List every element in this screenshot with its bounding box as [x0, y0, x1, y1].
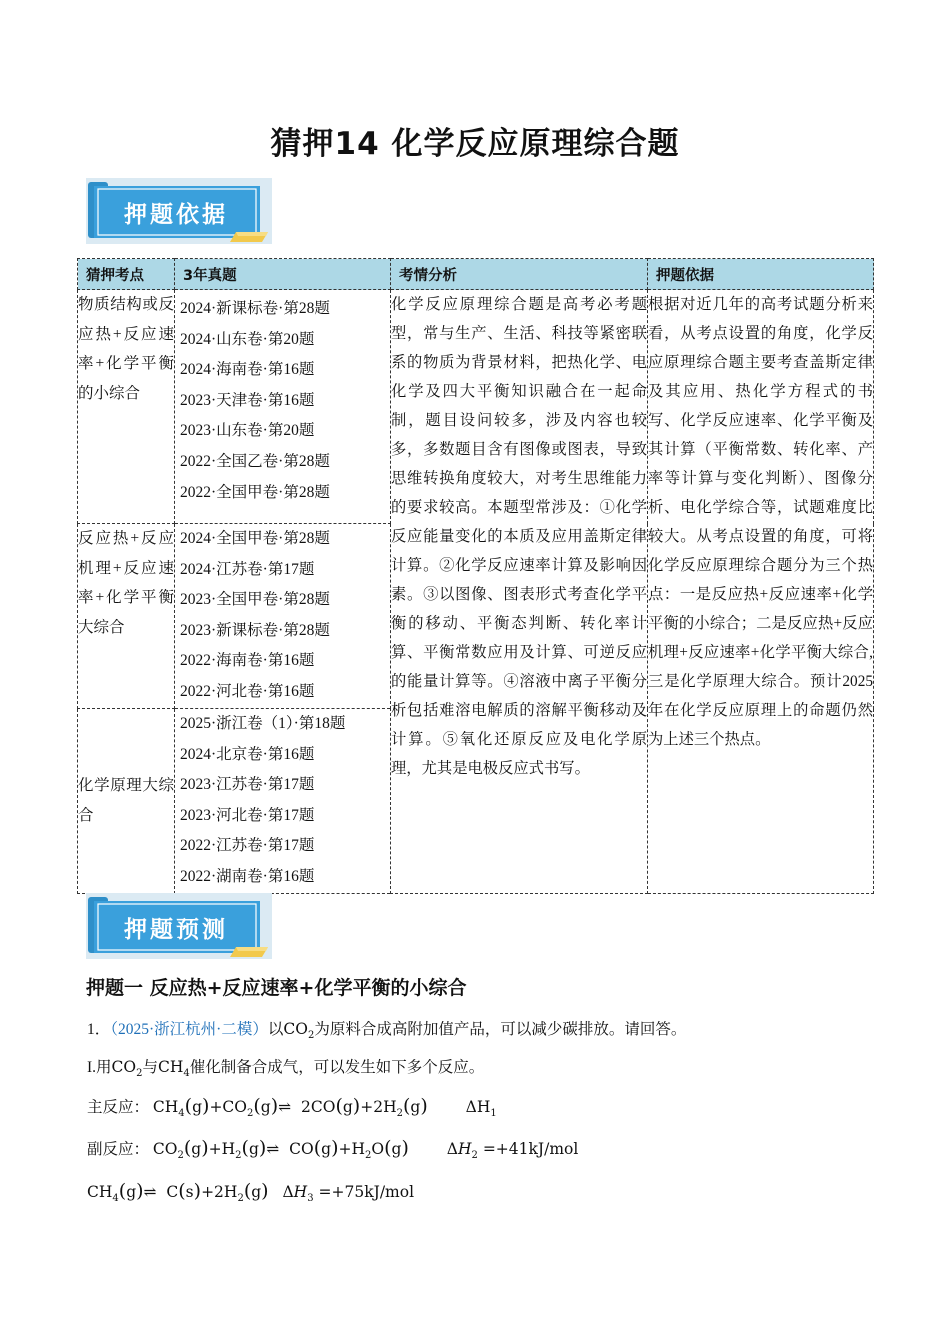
year-item: 2023·江苏卷·第17题: [180, 776, 315, 794]
year-item: 2022·海南卷·第16题: [180, 652, 315, 670]
side-reaction-equation: $CO_2(g)+H_2(g)\rightleftharpoons$ $CO(g)+H_2O(g)$: [152, 1137, 409, 1162]
header-years: 3年真题: [175, 259, 391, 290]
side-reaction-label: 副反应：: [87, 1141, 150, 1158]
year-item: 2025·浙江卷（1）·第18题: [180, 715, 346, 732]
formula-ch4: CH: [158, 1058, 184, 1076]
third-reaction: [87, 1180, 414, 1204]
topic-cell: 物质结构或反应热+反应速率+化学平衡的小综合: [78, 290, 175, 524]
year-item: 2023·全国甲卷·第28题: [180, 591, 330, 609]
topic-cell: 化学原理大综合: [78, 709, 175, 894]
delta-h2: $\Delta H_2 =+41kJ/mol$: [446, 1140, 579, 1162]
year-item: 2023·天津卷·第16题: [180, 391, 315, 409]
year-item: 2022·湖南卷·第16题: [180, 867, 315, 885]
year-item: 2022·全国乙卷·第28题: [180, 452, 330, 470]
question-number: 1．: [87, 1021, 111, 1038]
year-item: 2022·河北卷·第16题: [180, 682, 315, 700]
delta-h3: $\Delta H_3 =+75kJ/mol$: [282, 1183, 415, 1205]
table-row: [78, 290, 874, 524]
main-reaction-label: 主反应：: [87, 1099, 150, 1116]
question-text: 以: [267, 1021, 284, 1038]
line-text: I.用: [87, 1059, 112, 1076]
question-source: （2025·浙江杭州·二模）: [110, 1021, 268, 1038]
header-basis: 押题依据: [648, 259, 874, 290]
year-item: 2023·河北卷·第17题: [180, 806, 315, 824]
formula-co2: CO: [283, 1020, 308, 1038]
year-item: 2023·新课标卷·第28题: [180, 621, 330, 639]
year-item: 2024·海南卷·第16题: [180, 361, 315, 379]
main-reaction-equation: $CH_4(g)+CO_2(g)\rightleftharpoons$ $2CO(g)+2H_2(g)$: [152, 1095, 428, 1120]
table-header-row: [78, 259, 874, 290]
years-cell: [175, 524, 391, 709]
question-1: 1．（2025·浙江杭州·二模）以$CO_2$为原料合成高附加值产品，可以减少碳排放。请回答。: [87, 1020, 687, 1042]
line-text: 催化制备合成气，可以发生如下多个反应。: [189, 1059, 485, 1076]
basis-cell: 根据对近几年的高考试题分析来看，从考点设置的角度，化学反应原理综合题主要考查盖斯定律及其应用、热化学方程式的书写、化学反应速率、化学平衡及其计算（平衡常数、转化率、产率等计算与变化判断）、图像分析、电化学综合等，试题难度比较大。从考点设置的角度，可将化学反应原理综合题分为三个热点：一是反应热+反应速率+化学平衡的小综合；二是反应热+反应机理+反应速率+化学平衡大综合,三是化学原理大综合。预计2025年在化学反应原理上的命题仍然为上述三个热点。: [648, 290, 874, 894]
year-item: 2024·全国甲卷·第28题: [180, 530, 330, 547]
banner-label: 押题依据: [124, 201, 228, 228]
side-reaction: [87, 1137, 578, 1161]
header-analysis: 考情分析: [391, 259, 648, 290]
exam-analysis-table: [77, 258, 874, 894]
delta-h1: $\Delta H_1$: [465, 1098, 497, 1120]
main-reaction: [87, 1095, 497, 1119]
year-item: 2022·江苏卷·第17题: [180, 837, 315, 855]
year-item: 2024·北京卷·第16题: [180, 745, 315, 763]
year-item: 2024·江苏卷·第17题: [180, 560, 315, 578]
years-cell: [175, 709, 391, 894]
page-title: 猜押14 化学反应原理综合题: [270, 126, 680, 162]
question-line-2: I.用$CO_2$与$CH_4$催化制备合成气，可以发生如下多个反应。: [87, 1058, 485, 1080]
years-cell: [175, 290, 391, 524]
question-text: 为原料合成高附加值产品，可以减少碳排放。请回答。: [314, 1021, 687, 1038]
section-banner-basis: [86, 178, 272, 244]
formula-co2: CO: [111, 1058, 137, 1076]
header-topic: 猜押考点: [78, 259, 175, 290]
topic-cell: 反应热+反应机理+反应速率+化学平衡大综合: [78, 524, 175, 709]
year-item: 2022·全国甲卷·第28题: [180, 483, 330, 501]
section-heading: 押题一 反应热+反应速率+化学平衡的小综合: [86, 977, 467, 999]
line-text: 与: [142, 1059, 159, 1076]
year-item: 2024·山东卷·第20题: [180, 330, 315, 348]
section-banner-prediction: [86, 893, 272, 959]
year-item: 2023·山东卷·第20题: [180, 422, 315, 440]
banner-label: 押题预测: [124, 916, 228, 943]
year-item: 2024·新课标卷·第28题: [180, 300, 330, 317]
analysis-cell: 化学反应原理综合题是高考必考题型，常与生产、生活、科技等紧密联系的物质为背景材料，把热化学、电化学及四大平衡知识融合在一起命制，题目设问较多，涉及内容也较多，多数题目含有图像或图表，导致思维转换角度较大，对考生思维能力的要求较高。本题型常涉及：①化学反应能量变化的本质及应用盖斯定律计算。②化学反应速率计算及影响因素。③以图像、图表形式考查化学平衡的移动、平衡态判断、转化率计算、平衡常数应用及计算、可逆反应的能量计算等。④溶液中离子平衡分析包括难溶电解质的溶解平衡移动及计算。⑤氧化还原反应及电化学原理，尤其是电极反应式书写。: [391, 290, 648, 894]
third-reaction-equation: $CH_4(g)\rightleftharpoons$ $C(s)+2H_2(g)$: [87, 1180, 269, 1205]
